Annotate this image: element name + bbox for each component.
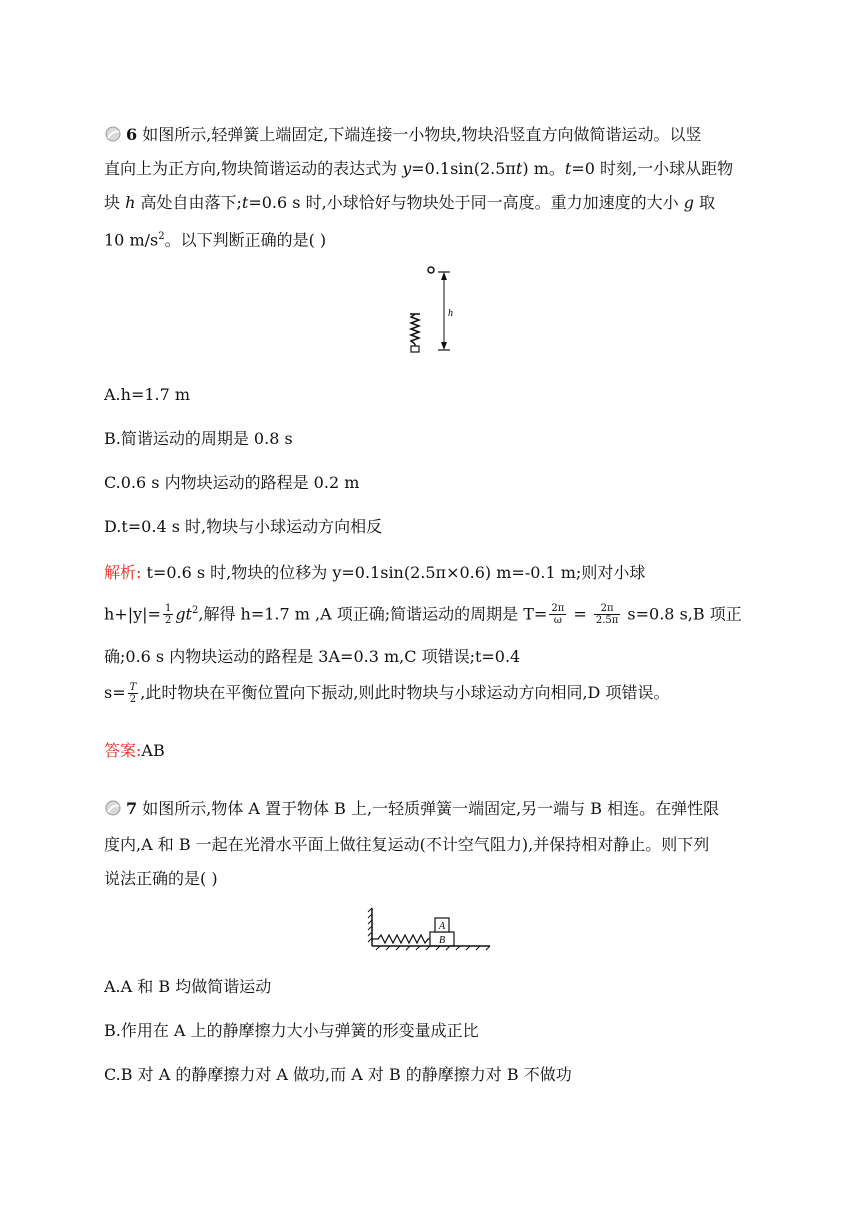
q7-option-c[interactable]: C.B 对 A 的静摩擦力对 A 做功,而 A 对 B 的静摩擦力对 B 不做功 xyxy=(104,1065,572,1084)
q6-text: =0.6 s 时,小球恰好与物块处于同一高度。重力加速度的大小 xyxy=(248,193,684,212)
q6-text: 块 xyxy=(104,193,126,212)
ball-icon xyxy=(428,267,434,273)
q6-text: =0 时刻,一小球从距物 xyxy=(571,159,734,178)
q6-var: t xyxy=(241,193,249,212)
block-a-label: A xyxy=(438,921,446,932)
q7-line-1 xyxy=(104,798,719,820)
q6-line-3 xyxy=(104,192,715,214)
q6-var: g xyxy=(683,193,694,212)
q6-text: ) m。 xyxy=(522,159,565,178)
q6-var: t xyxy=(564,159,572,178)
question-number: 6 xyxy=(126,125,138,144)
q6-text: =0.1sin(2.5π xyxy=(411,159,516,178)
answer-line xyxy=(104,740,165,762)
analysis-line-4 xyxy=(104,682,669,705)
spring-icon xyxy=(411,314,419,344)
fraction: $\frac{T}{2}$ xyxy=(129,682,137,705)
analysis-text: t=0.6 s 时,物块的位移为 y=0.1sin(2.5π×0.6) m=-0.1 m;则对小球 xyxy=(146,563,646,582)
analysis-line-2: h+|y|= $\frac{1}{2}$ $gt^2$,解得 h=1.7 m ,A 项正确;简谐运动的周期是 T= $\frac{2\pi}{\omega}$ = $\frac{2\pi}{2.5\pi}$ s=0.8 s,B 项正 xyxy=(104,603,742,627)
q6-option-b[interactable]: B.简谐运动的周期是 0.8 s xyxy=(104,429,293,448)
q6-var: t xyxy=(515,159,523,178)
q6-line-4 xyxy=(104,226,326,251)
q6-option-c[interactable]: C.0.6 s 内物块运动的路程是 0.2 m xyxy=(104,473,360,492)
analysis-text: s=0.8 s,B 项正 xyxy=(622,604,742,624)
q6-text: 。以下判断正确的是( ) xyxy=(164,230,327,250)
q6-sup: 2 xyxy=(158,231,165,242)
q6-var: y xyxy=(402,159,412,178)
q6-line-1 xyxy=(104,124,702,146)
q7-line-3: 说法正确的是( ) xyxy=(104,869,218,888)
spring-icon xyxy=(372,935,430,943)
analysis-text: ,解得 h=1.7 m ,A 项正确;简谐运动的周期是 T= xyxy=(198,604,548,624)
fraction: $\frac{1}{2}$ xyxy=(164,603,172,627)
q6-option-a[interactable]: A.h=1.7 m xyxy=(104,385,191,404)
fraction: $\frac{2\pi}{\omega}$ xyxy=(551,603,565,627)
analysis-line-1 xyxy=(104,562,645,584)
question-badge-icon xyxy=(104,126,122,142)
analysis-text: ,此时物块在平衡位置向下振动,则此时物块与小球运动方向相同,D 项错误。 xyxy=(140,683,670,702)
q6-line-2 xyxy=(104,158,733,180)
q6-text: 如图所示,轻弹簧上端固定,下端连接一小物块,物块沿竖直方向做简谐运动。以竖 xyxy=(142,125,702,144)
q7-option-b[interactable]: B.作用在 A 上的静摩擦力大小与弹簧的形变量成正比 xyxy=(104,1021,479,1040)
question-badge-icon xyxy=(104,800,122,816)
q7-text: 如图所示,物体 A 置于物体 B 上,一轻质弹簧一端固定,另一端与 B 相连。在弹性限 xyxy=(142,799,720,818)
q6-text: 10 m/s xyxy=(104,230,159,250)
height-label: h xyxy=(448,308,453,319)
block-icon xyxy=(411,346,419,352)
fraction: $\frac{2\pi}{2.5\pi}$ xyxy=(595,603,619,627)
q7-option-a[interactable]: A.A 和 B 均做简谐运动 xyxy=(104,977,272,996)
q6-text: 取 xyxy=(694,193,716,212)
q6-var: h xyxy=(125,193,136,212)
q6-text: 直向上为正方向,物块简谐运动的表达式为 xyxy=(104,159,403,178)
spring-blocks-figure xyxy=(366,904,496,954)
analysis-text: s= xyxy=(104,683,126,702)
analysis-sup: 2 xyxy=(191,605,199,616)
analysis-line-3: 确;0.6 s 内物块运动的路程是 3A=0.3 m,C 项错误;t=0.4 xyxy=(104,647,521,666)
spring-ball-figure xyxy=(400,262,470,358)
analysis-text: h+|y|= xyxy=(104,604,161,624)
q6-option-d[interactable]: D.t=0.4 s 时,物块与小球运动方向相反 xyxy=(104,517,383,536)
analysis-var: gt xyxy=(175,604,192,624)
analysis-label: 解析: xyxy=(104,563,142,582)
answer-value: AB xyxy=(141,741,165,760)
q6-text: 高处自由落下; xyxy=(135,193,242,212)
q7-line-2: 度内,A 和 B 一起在光滑水平面上做往复运动(不计空气阻力),并保持相对静止。则下列 xyxy=(104,835,710,854)
block-b-label: B xyxy=(438,935,446,946)
question-number: 7 xyxy=(126,799,138,818)
answer-label: 答案: xyxy=(104,741,142,760)
